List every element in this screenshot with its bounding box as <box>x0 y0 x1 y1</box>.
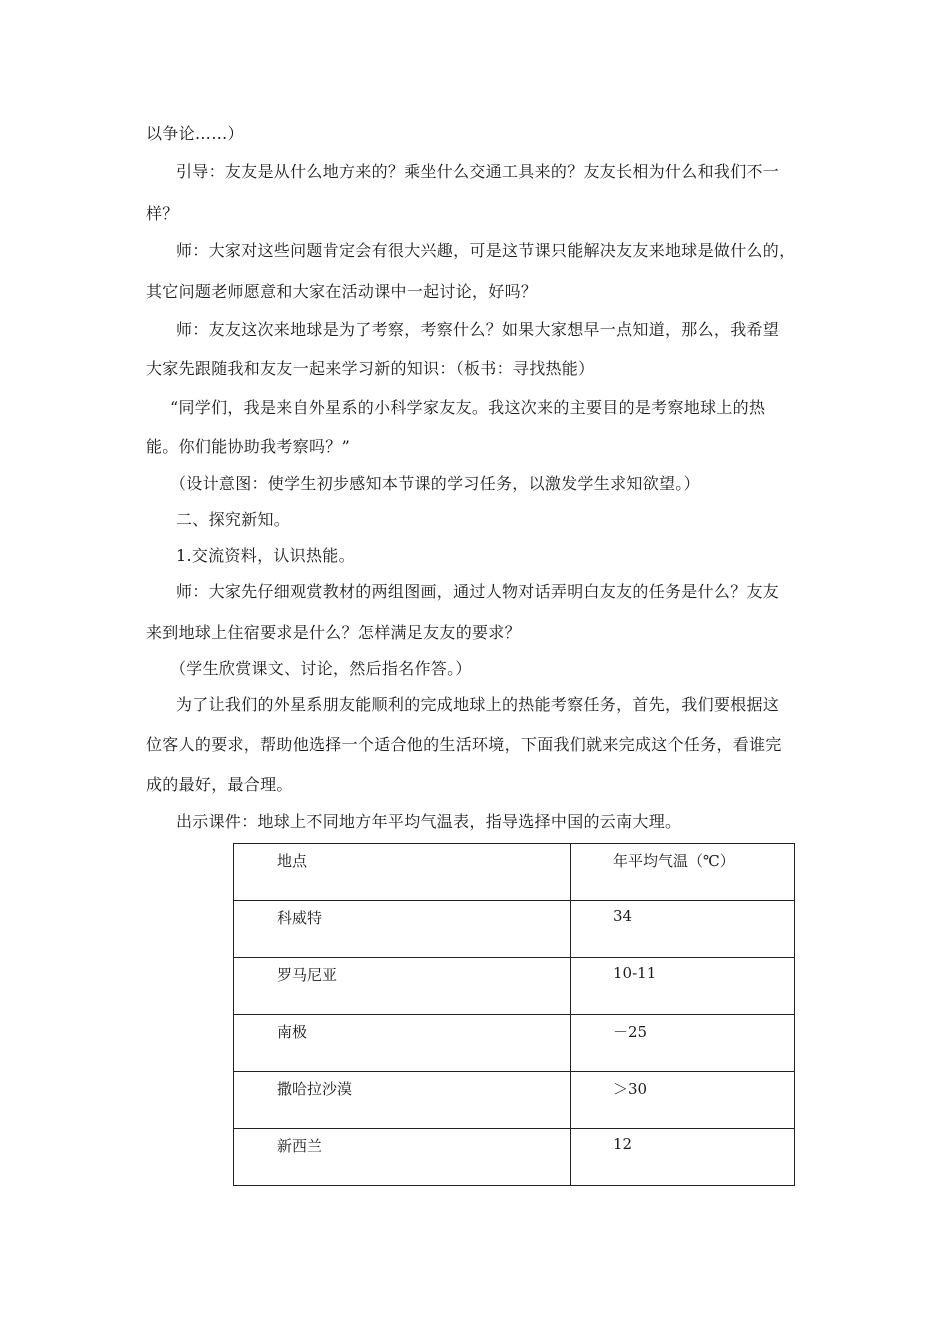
cell-location: 南极 <box>234 1015 571 1072</box>
header-location: 地点 <box>234 844 571 901</box>
text-line: 大家先跟随我和友友一起来学习新的知识：（板书：寻找热能） <box>146 359 595 378</box>
header-temperature: 年平均气温（℃） <box>571 844 795 901</box>
text-line: 为了让我们的外星系朋友能顺利的完成地球上的热能考察任务，首先，我们要根据这 <box>176 695 780 714</box>
table-header-row <box>234 844 795 901</box>
text-line: 以争论……） <box>146 124 244 143</box>
cell-location: 新西兰 <box>234 1129 571 1186</box>
table-row <box>234 1129 795 1186</box>
text-line: 能。你们能协助我考察吗？” <box>146 437 351 456</box>
cell-location: 科威特 <box>234 901 571 958</box>
text-line: 其它问题老师愿意和大家在活动课中一起讨论，好吗？ <box>146 282 538 301</box>
text-line: 样？ <box>146 204 179 223</box>
text-line: 成的最好，最合理。 <box>146 775 293 794</box>
cell-temperature: 10-11 <box>571 958 795 1015</box>
text-line: 师：大家先仔细观赏教材的两组图画，通过人物对话弄明白友友的任务是什么？友友 <box>176 582 780 601</box>
cell-location: 撒哈拉沙漠 <box>234 1072 571 1129</box>
subsection-heading: 1.交流资料，认识热能。 <box>176 546 355 565</box>
text-line: “同学们，我是来自外星系的小科学家友友。我这次来的主要目的是考察地球上的热 <box>170 398 766 417</box>
text-line: 出示课件：地球上不同地方年平均气温表，指导选择中国的云南大理。 <box>176 812 682 831</box>
text-line: 引导：友友是从什么地方来的？乘坐什么交通工具来的？友友长相为什么和我们不一 <box>176 162 780 181</box>
cell-temperature: 12 <box>571 1129 795 1186</box>
text-line: （设计意图：使学生初步感知本节课的学习任务，以激发学生求知欲望。） <box>170 474 700 493</box>
cell-temperature: ＞30 <box>571 1072 795 1129</box>
temperature-table <box>233 843 795 1186</box>
cell-temperature: －25 <box>571 1015 795 1072</box>
table-row <box>234 958 795 1015</box>
text-line: （学生欣赏课文、讨论，然后指名作答。） <box>170 659 472 678</box>
cell-location: 罗马尼亚 <box>234 958 571 1015</box>
table-row <box>234 1072 795 1129</box>
table-row <box>234 1015 795 1072</box>
text-line: 师：大家对这些问题肯定会有很大兴趣，可是这节课只能解决友友来地球是做什么的， <box>176 241 796 260</box>
text-line: 来到地球上住宿要求是什么？怎样满足友友的要求？ <box>146 623 521 642</box>
section-heading: 二、探究新知。 <box>176 510 291 529</box>
text-line: 师：友友这次来地球是为了考察，考察什么？如果大家想早一点知道，那么，我希望 <box>176 320 780 339</box>
table-row <box>234 901 795 958</box>
cell-temperature: 34 <box>571 901 795 958</box>
text-line: 位客人的要求，帮助他选择一个适合他的生活环境，下面我们就来完成这个任务，看谁完 <box>146 735 782 754</box>
